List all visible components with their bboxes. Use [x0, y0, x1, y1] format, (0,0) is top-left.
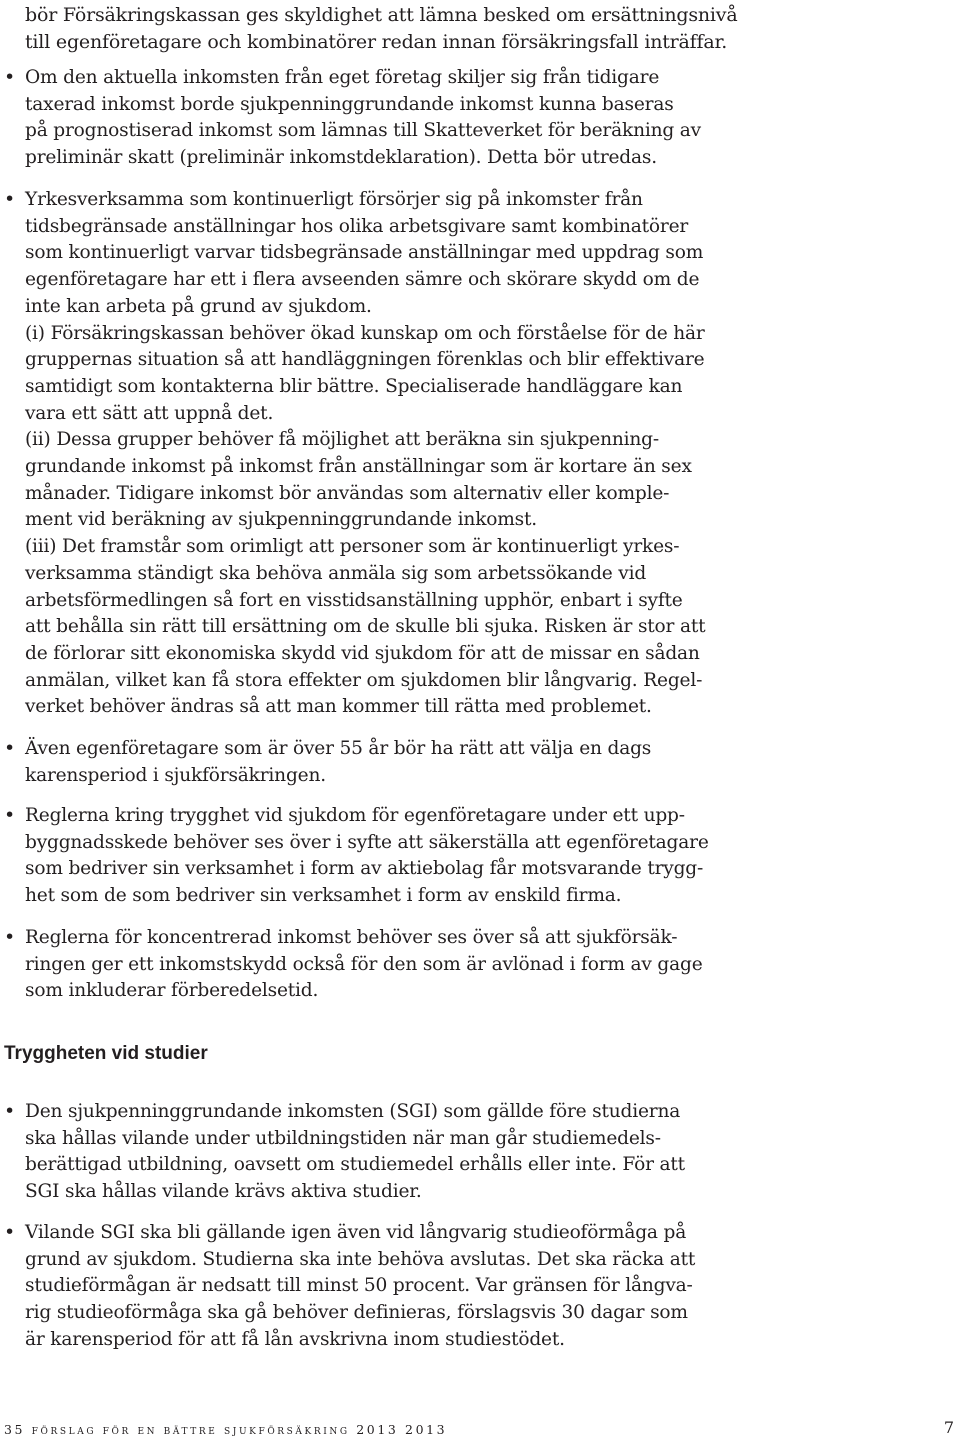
bullet-line: (ii) Dessa grupper behöver få möjlighet att beräkna sin sjukpenning-: [25, 428, 659, 451]
bullet-line: karensperiod i sjukförsäkringen.: [25, 763, 326, 786]
running-footer: 35 förslag för en bättre sjukförsäkring 2013 2013: [4, 1422, 448, 1437]
bullet-line: studieförmågan är nedsatt till minst 50 procent. Var gränsen för långva-: [25, 1274, 693, 1297]
bullet-line: (i) Försäkringskassan behöver ökad kunskap om och förståelse för de här: [25, 321, 705, 344]
section-heading: Tryggheten vid studier: [4, 1043, 208, 1064]
bullet-line: anmälan, vilket kan få stora effekter om sjukdomen blir långvarig. Regel-: [25, 668, 703, 691]
bullet-line: grund av sjukdom. Studierna ska inte behöva avslutas. Det ska räcka att: [25, 1247, 696, 1270]
bullet-line: som bedriver sin verksamhet i form av aktiebolag får motsvarande trygg-: [25, 857, 704, 880]
bullet-icon: •: [4, 926, 16, 948]
bullet-item: [0, 64, 925, 171]
bullet-line: vara ett sätt att uppnå det.: [25, 401, 274, 424]
bullet-line: Om den aktuella inkomsten från eget företag skiljer sig från tidigare: [25, 66, 660, 88]
bullet-icon: •: [4, 188, 16, 210]
bullet-item: [0, 802, 925, 909]
bullet-line: tidsbegränsade anställningar hos olika arbetsgivare samt kombinatörer: [25, 214, 689, 237]
bullet-line: samtidigt som kontakterna blir bättre. Specialiserade handläggare kan: [25, 374, 683, 397]
bullet-line: SGI ska hållas vilande krävs aktiva studier.: [25, 1180, 422, 1203]
bullet-line: ment vid beräkning av sjukpenninggrundande inkomst.: [25, 508, 538, 531]
bullet-line: berättigad utbildning, oavsett om studiemedel erhålls eller inte. För att: [25, 1153, 685, 1176]
bullet-line: het som de som bedriver sin verksamhet i form av enskild firma.: [25, 884, 622, 907]
bullet-line: Yrkesverksamma som kontinuerligt försörjer sig på inkomster från: [25, 188, 643, 210]
bullet-line: preliminär skatt (preliminär inkomstdeklaration). Detta bör utredas.: [25, 146, 657, 169]
bullet-line: verket behöver ändras så att man kommer till rätta med problemet.: [25, 695, 652, 718]
bullet-item: [0, 1219, 925, 1353]
bullet-line: som inkluderar förberedelsetid.: [25, 979, 319, 1002]
bullet-line: gruppernas situation så att handläggningen förenklas och blir effektivare: [25, 348, 705, 371]
bullet-line: är karensperiod för att få lån avskrivna inom studiestödet.: [25, 1327, 565, 1350]
bullet-line: grundande inkomst på inkomst från anställningar som är kortare än sex: [25, 455, 692, 478]
bullet-line: som kontinuerligt varvar tidsbegränsade anställningar med uppdrag som: [25, 241, 704, 264]
bullet-item: [0, 735, 925, 788]
bullet-line: Reglerna för koncentrerad inkomst behöver ses över så att sjukförsäk-: [25, 926, 678, 948]
bullet-line: månader. Tidigare inkomst bör användas som alternativ eller komple-: [25, 481, 670, 504]
bullet-line: inte kan arbeta på grund av sjukdom.: [25, 294, 372, 317]
bullet-line: ska hållas vilande under utbildningstiden när man går studiemedels-: [25, 1126, 661, 1149]
bullet-item: [0, 924, 925, 1004]
bullet-line: på prognostiserad inkomst som lämnas till Skatteverket för beräkning av: [25, 119, 701, 142]
bullet-icon: •: [4, 1100, 16, 1122]
bullet-line: Den sjukpenninggrundande inkomsten (SGI) som gällde före studierna: [25, 1100, 681, 1122]
intro-line: bör Försäkringskassan ges skyldighet att lämna besked om ersättningsnivå: [25, 4, 738, 26]
bullet-icon: •: [4, 1221, 16, 1243]
bullet-icon: •: [4, 737, 16, 759]
bullet-line: ringen ger ett inkomstskydd också för den som är avlönad i form av gage: [25, 952, 703, 975]
bullet-icon: •: [4, 804, 16, 826]
bullet-line: de förlorar sitt ekonomiska skydd vid sjukdom för att de missar en sådan: [25, 641, 700, 664]
bullet-item: [0, 1098, 925, 1205]
bullet-line: verksamma ständigt ska behöva anmäla sig som arbetssökande vid: [25, 561, 647, 584]
bullet-line: byggnadsskede behöver ses över i syfte att säkerställa att egenföretagare: [25, 830, 709, 853]
bullet-icon: •: [4, 66, 16, 88]
bullet-line: taxerad inkomst borde sjukpenninggrundande inkomst kunna baseras: [25, 92, 674, 115]
bullet-line: arbetsförmedlingen så fort en visstidsanställning upphör, enbart i syfte: [25, 588, 683, 611]
bullet-line: Reglerna kring trygghet vid sjukdom för egenföretagare under ett upp-: [25, 804, 685, 826]
bullet-line: att behålla sin rätt till ersättning om de skulle bli sjuka. Risken är stor att: [25, 615, 706, 638]
bullet-line: Även egenföretagare som är över 55 år bör ha rätt att välja en dags: [25, 737, 652, 759]
bullet-line: (iii) Det framstår som orimligt att personer som är kontinuerligt yrkes-: [25, 535, 680, 558]
bullet-line: egenföretagare har ett i flera avseenden sämre och skörare skydd om de: [25, 268, 700, 291]
bullet-item: [0, 186, 925, 720]
intro-line: till egenföretagare och kombinatörer redan innan försäkringsfall inträffar.: [25, 31, 728, 53]
page-number: 7: [943, 1418, 954, 1437]
bullet-line: Vilande SGI ska bli gällande igen även vid långvarig studieoförmåga på: [25, 1221, 687, 1243]
bullet-line: rig studieoförmåga ska gå behöver definieras, förslagsvis 30 dagar som: [25, 1301, 688, 1324]
